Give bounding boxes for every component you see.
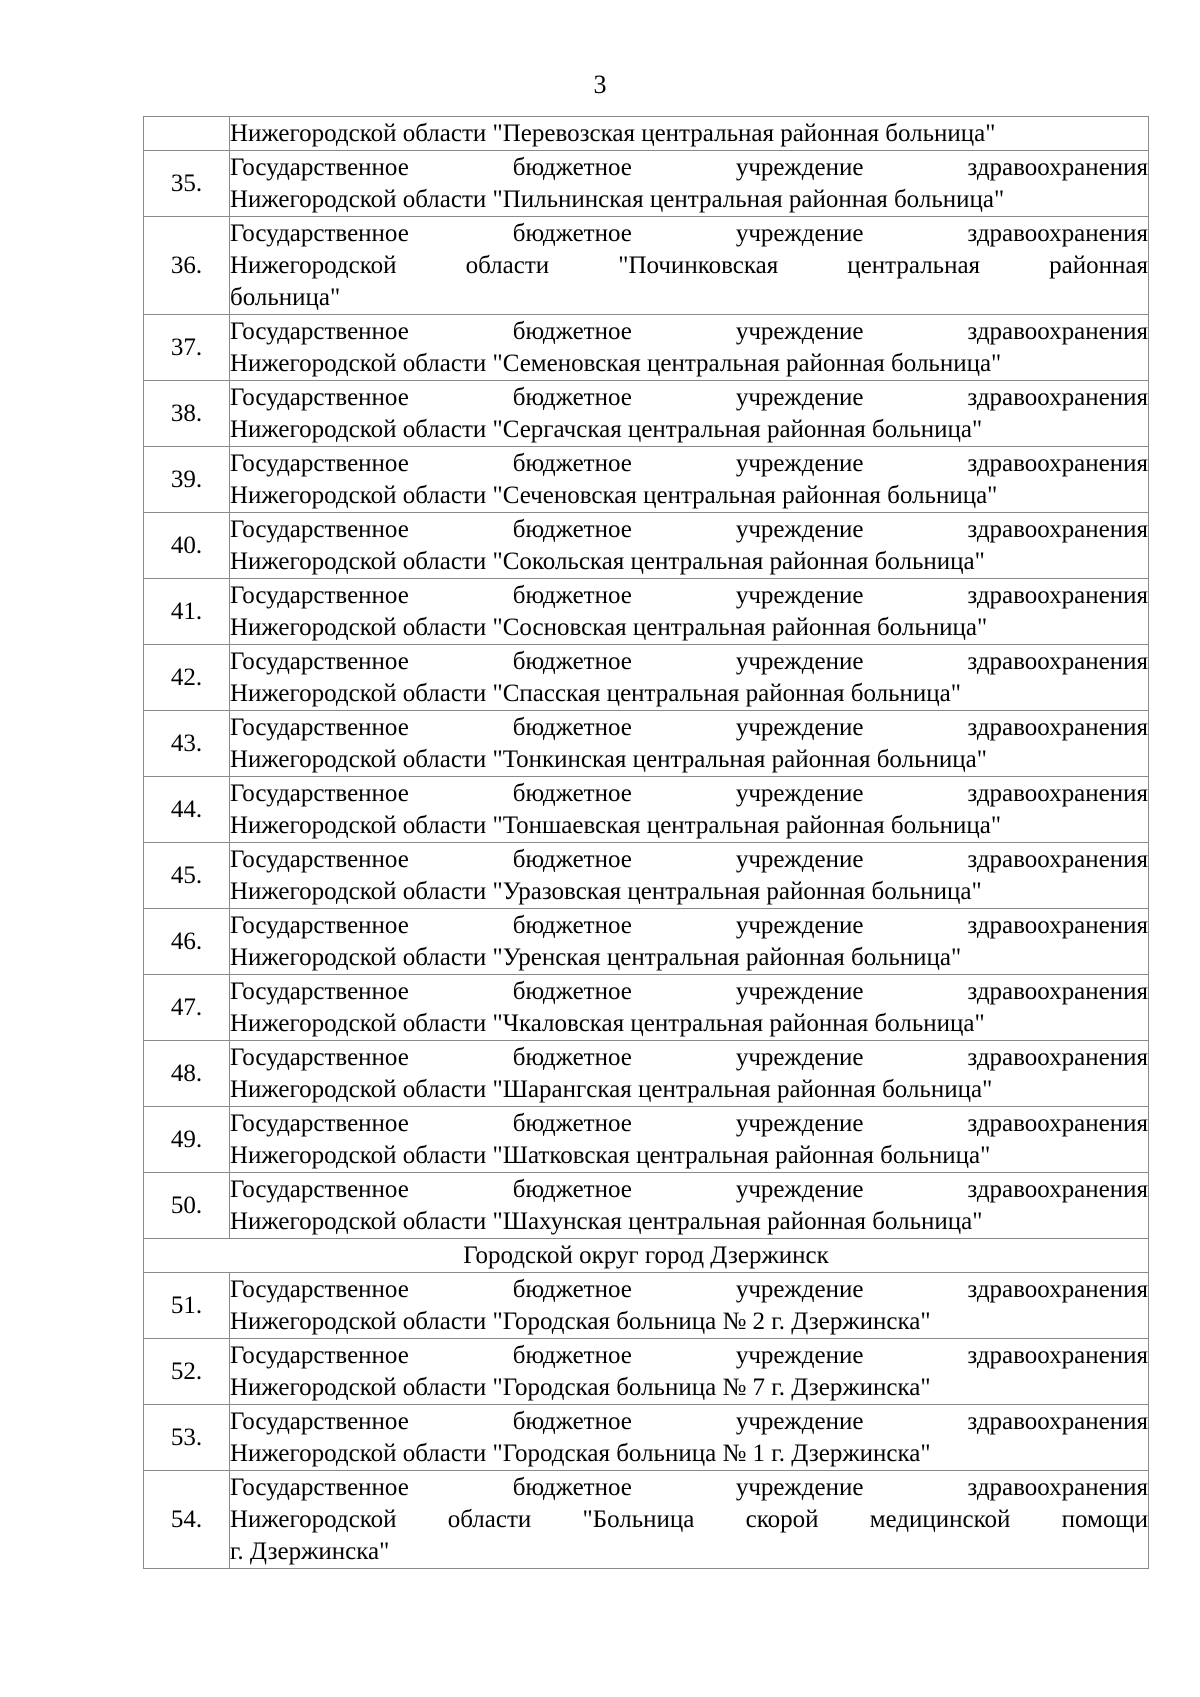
row-number-cell: 46. (144, 909, 230, 975)
row-text-line: Нижегородской области "Шатковская центральная районная больница" (230, 1141, 991, 1169)
row-text-cell (230, 711, 1149, 777)
row-text-cell (230, 217, 1149, 315)
row-number-cell: 44. (144, 777, 230, 843)
row-text-line: Нижегородской области "Перевозская центральная районная больница" (230, 119, 996, 147)
row-text-cell (230, 513, 1149, 579)
row-text-line: Государственное бюджетное учреждение здравоохранения (230, 317, 1148, 345)
row-text-line: Государственное бюджетное учреждение здравоохранения (230, 383, 1148, 411)
row-text-line: Нижегородской области "Городская больница № 1 г. Дзержинска" (230, 1439, 931, 1467)
row-text-line: Государственное бюджетное учреждение здравоохранения (230, 1473, 1148, 1501)
row-text-line: Нижегородской области "Тоншаевская центральная районная больница" (230, 811, 1002, 839)
table-row-continued (144, 117, 1149, 151)
row-text-cell (230, 909, 1149, 975)
row-text-cell (230, 117, 1149, 151)
row-text-line: Нижегородской области "Пильнинская центральная районная больница" (230, 185, 1005, 213)
row-text-line: Нижегородской области "Сергачская центральная районная больница" (230, 415, 983, 443)
institutions-table (143, 116, 1149, 1569)
row-text-line: Нижегородской области "Семеновская центральная районная больница" (230, 349, 1002, 377)
row-text-cell (230, 645, 1149, 711)
table-row (144, 711, 1149, 777)
table-row (144, 1273, 1149, 1339)
table-row (144, 1041, 1149, 1107)
row-number-cell: 39. (144, 447, 230, 513)
row-text-line: Нижегородской области "Починковская центральная районная (230, 251, 1148, 279)
row-text-line: Государственное бюджетное учреждение здравоохранения (230, 449, 1148, 477)
row-text-cell (230, 1107, 1149, 1173)
row-text-line: больница" (230, 283, 341, 311)
row-number-cell: 42. (144, 645, 230, 711)
row-text-line: Государственное бюджетное учреждение здравоохранения (230, 1109, 1148, 1137)
row-text-line: Нижегородской области "Уразовская центральная районная больница" (230, 877, 982, 905)
row-number-cell: 54. (144, 1471, 230, 1569)
row-text-line: Государственное бюджетное учреждение здравоохранения (230, 977, 1148, 1005)
table-row (144, 447, 1149, 513)
table-row (144, 217, 1149, 315)
table-row (144, 315, 1149, 381)
table-row (144, 843, 1149, 909)
page-number: 3 (593, 70, 607, 99)
row-text-line: Нижегородской области "Сокольская центральная районная больница" (230, 547, 985, 575)
row-text-cell (230, 843, 1149, 909)
row-number-cell: 35. (144, 151, 230, 217)
institutions-table-body (144, 117, 1149, 1569)
row-number-cell: 36. (144, 217, 230, 315)
row-text-line: Нижегородской области "Спасская центральная районная больница" (230, 679, 961, 707)
row-text-line: Государственное бюджетное учреждение здравоохранения (230, 581, 1148, 609)
row-text-line: Государственное бюджетное учреждение здравоохранения (230, 1341, 1148, 1369)
row-text-line: Государственное бюджетное учреждение здравоохранения (230, 1275, 1148, 1303)
row-text-cell (230, 1041, 1149, 1107)
row-text-line: Государственное бюджетное учреждение здравоохранения (230, 1043, 1148, 1071)
row-text-line: Государственное бюджетное учреждение здравоохранения (230, 779, 1148, 807)
row-number-cell: 52. (144, 1339, 230, 1405)
row-text-cell (230, 1273, 1149, 1339)
row-text-cell (230, 579, 1149, 645)
row-number-cell: 45. (144, 843, 230, 909)
row-text-cell (230, 315, 1149, 381)
table-row (144, 645, 1149, 711)
row-text-cell (230, 381, 1149, 447)
row-number-cell: 47. (144, 975, 230, 1041)
row-number-cell (144, 117, 230, 151)
row-text-cell (230, 975, 1149, 1041)
row-text-line: Нижегородской области "Больница скорой медицинской помощи (230, 1505, 1148, 1533)
row-number-cell: 43. (144, 711, 230, 777)
row-text-cell (230, 151, 1149, 217)
table-row (144, 975, 1149, 1041)
table-row (144, 909, 1149, 975)
row-text-line: Нижегородской области "Чкаловская центральная районная больница" (230, 1009, 985, 1037)
row-text-line: Государственное бюджетное учреждение здравоохранения (230, 1407, 1148, 1435)
table-row (144, 777, 1149, 843)
row-text-line: Нижегородской области "Шарангская центральная районная больница" (230, 1075, 993, 1103)
row-number-cell: 51. (144, 1273, 230, 1339)
table-row (144, 1173, 1149, 1239)
row-text-cell (230, 777, 1149, 843)
section-header-row (144, 1239, 1149, 1273)
row-text-cell (230, 1405, 1149, 1471)
table-row (144, 381, 1149, 447)
table-row (144, 1107, 1149, 1173)
table-row (144, 1405, 1149, 1471)
row-text-line: Государственное бюджетное учреждение здравоохранения (230, 911, 1148, 939)
table-row (144, 1471, 1149, 1569)
row-text-cell (230, 447, 1149, 513)
row-text-line: Государственное бюджетное учреждение здравоохранения (230, 845, 1148, 873)
row-text-cell (230, 1173, 1149, 1239)
row-text-line: Государственное бюджетное учреждение здравоохранения (230, 647, 1148, 675)
row-number-cell: 53. (144, 1405, 230, 1471)
row-number-cell: 48. (144, 1041, 230, 1107)
row-number-cell: 41. (144, 579, 230, 645)
row-text-line: Нижегородской области "Сеченовская центральная районная больница" (230, 481, 998, 509)
row-text-line: г. Дзержинска" (230, 1537, 390, 1565)
table-row (144, 513, 1149, 579)
row-text-cell (230, 1339, 1149, 1405)
table-row (144, 151, 1149, 217)
row-text-line: Государственное бюджетное учреждение здравоохранения (230, 153, 1148, 181)
row-text-line: Нижегородской области "Сосновская центральная районная больница" (230, 613, 988, 641)
row-number-cell: 40. (144, 513, 230, 579)
row-text-line: Нижегородской области "Городская больница № 2 г. Дзержинска" (230, 1307, 931, 1335)
row-text-line: Государственное бюджетное учреждение здравоохранения (230, 713, 1148, 741)
section-title: Городской округ город Дзержинск (144, 1239, 1149, 1273)
row-text-line: Государственное бюджетное учреждение здравоохранения (230, 219, 1148, 247)
row-text-cell (230, 1471, 1149, 1569)
table-row (144, 1339, 1149, 1405)
table-row (144, 579, 1149, 645)
row-text-line: Государственное бюджетное учреждение здравоохранения (230, 515, 1148, 543)
row-number-cell: 50. (144, 1173, 230, 1239)
row-text-line: Нижегородской области "Тонкинская центральная районная больница" (230, 745, 987, 773)
row-text-line: Государственное бюджетное учреждение здравоохранения (230, 1175, 1148, 1203)
row-number-cell: 38. (144, 381, 230, 447)
row-text-line: Нижегородской области "Уренская центральная районная больница" (230, 943, 962, 971)
row-text-line: Нижегородской области "Городская больница № 7 г. Дзержинска" (230, 1373, 931, 1401)
row-text-line: Нижегородской области "Шахунская центральная районная больница" (230, 1207, 983, 1235)
row-number-cell: 49. (144, 1107, 230, 1173)
row-number-cell: 37. (144, 315, 230, 381)
